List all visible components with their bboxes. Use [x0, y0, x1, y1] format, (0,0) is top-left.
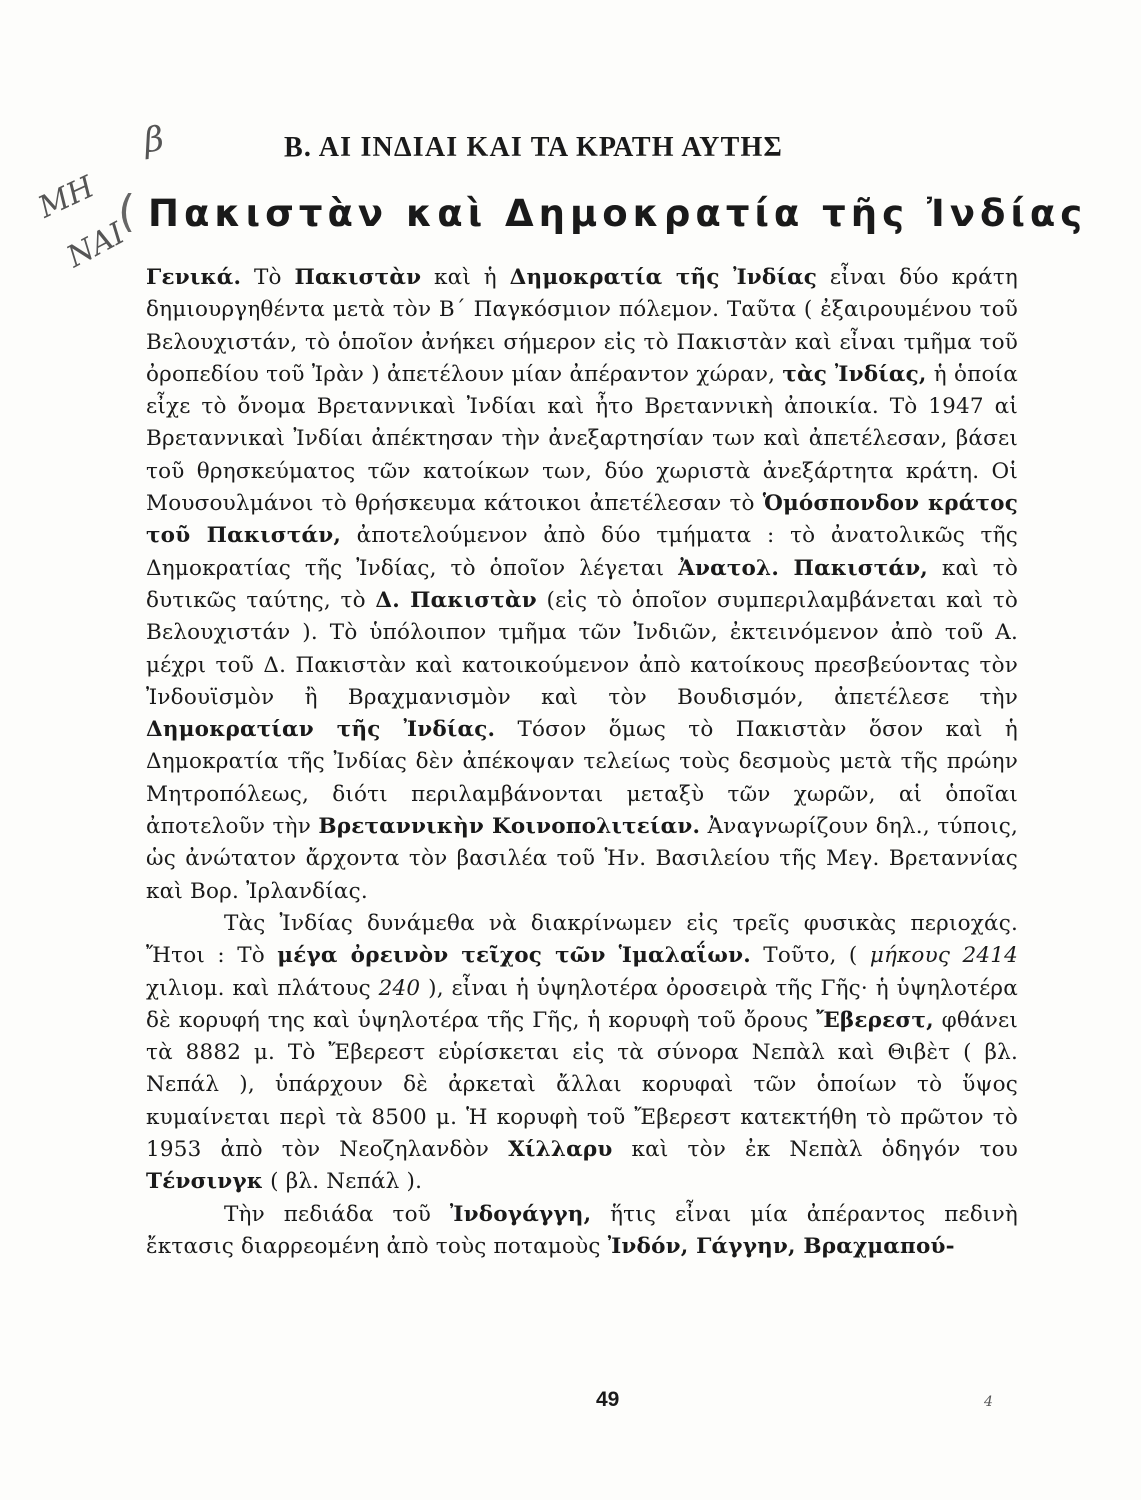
bold-term: Ἰνδογάγγη, [449, 1201, 592, 1227]
bold-term: Γενικά. [146, 265, 242, 290]
handwritten-margin-note-beta: β [141, 118, 167, 162]
handwritten-margin-note: ΝΑΙ [61, 216, 131, 275]
text-run: καὶ τὸν ἐκ Νεπὰλ ὁδηγόν του [612, 1137, 1018, 1163]
bold-term: Ἰνδόν, Γάγγην, Βραχμαπού- [607, 1233, 955, 1259]
text-run: ), εἶναι ἡ ὑψηλοτέρα ὀροσειρὰ τῆς Γῆς· ἡ ὑψηλοτέρα δὲ κορυφή της καὶ ὑψηλοτέρα τῆς Γῆς, ἡ κορυφὴ τοῦ ὄρους [146, 975, 1018, 1033]
page-number: 49 [596, 1388, 620, 1411]
text-run: Τὴν πεδιάδα τοῦ [224, 1201, 450, 1227]
paragraph-regions [146, 908, 1018, 1199]
bold-term: Δημοκρατίαν τῆς Ἰνδίας. [146, 717, 496, 743]
bold-term: Πακιστὰν [294, 265, 422, 290]
bold-term: Τένσινγκ [146, 1169, 264, 1195]
text-run: ἡ ὁποία εἶχε τὸ ὄνομα Βρεταννικαὶ Ἰνδίαι καὶ ἦτο Βρεταννικὴ ἀποικία. Τὸ 1947 αἱ Βρεταννικαὶ Ἰνδίαι ἀπέκτησαν τὴν ἀνεξαρτησίαν των καὶ ἀπετέλεσαν, βάσει τοῦ θρησκεύματος τῶν κατοίκων των, δύο χωριστὰ ἀνεξάρτητα κράτη. Οἱ Μουσουλμάνοι τὸ θρήσκευμα κάτοικοι ἀπετέλεσαν τὸ [146, 361, 1018, 517]
text-run: (εἰς τὸ ὁποῖον συμπεριλαμβάνεται καὶ τὸ Βελουχιστάν ). Τὸ ὑπόλοιπον τμῆμα τῶν Ἰνδιῶν, ἐκτεινόμενον ἀπὸ τοῦ Α. μέχρι τοῦ Δ. Πακιστὰν καὶ κατοικούμενον ἀπὸ κατοίκους πρεσβεύοντας τὸν Ἰνδουϊσμὸν ἢ Βραχμανισμὸν καὶ τὸν Βουδισμόν, ἀπετέλεσε τὴν [146, 587, 1019, 710]
section-heading: Β. ΑΙ ΙΝΔΙΑΙ ΚΑΙ ΤΑ ΚΡΑΤΗ ΑΥΤΗΣ [284, 132, 783, 163]
bold-term: Δ. Πακιστὰν [375, 587, 537, 613]
text-run: Τὸ [241, 265, 295, 290]
bold-term: Ἔβερεστ, [816, 1007, 934, 1033]
bold-term: μέγα ὀρεινὸν τεῖχος τῶν Ἱμαλαΐων. [277, 943, 751, 969]
page-title: Πακιστὰν καὶ Δημοκρατία τῆς Ἰνδίας [148, 192, 1088, 235]
body-text [146, 262, 1018, 1263]
text-run: εἶναι δύο κράτη δημιουργηθέντα μετὰ τὸν Β΄ Παγκόσμιον πόλεμον. Ταῦτα ( ἐξαιρουμένου τοῦ Βελουχιστάν, τὸ ὁποῖον ἀνήκει σήμερον εἰς τὸ Πακιστὰν καὶ εἶναι τμῆμα τοῦ ὀροπεδίου τοῦ Ἰρὰν ) ἀπετέλουν μίαν ἀπέραντον χώραν, [146, 265, 1018, 387]
corner-mark: 4 [984, 1394, 993, 1410]
bold-term: τὰς Ἰνδίας, [782, 361, 927, 387]
bold-term: Χίλλαρυ [508, 1137, 613, 1163]
italic-figure: μήκους 2414 [869, 943, 1018, 969]
title-bracket-mark: ( [118, 186, 136, 237]
text-run: φθάνει τὰ 8882 μ. Τὸ Ἔβερεστ εὑρίσκεται εἰς τὰ σύνορα Νεπὰλ καὶ Θιβὲτ ( βλ. Νεπάλ ), ὑπάρχουν δὲ ἀρκεταὶ ἄλλαι κορυφαὶ τῶν ὁποίων τὸ ὕψος κυμαίνεται περὶ τὰ 8500 μ. Ἡ κορυφὴ τοῦ Ἔβερεστ κατεκτήθη τὸ πρῶτον τὸ 1953 ἀπὸ τὸν Νεοζηλανδὸν [146, 1007, 1018, 1163]
paragraph-indogangetic-plain [146, 1199, 1018, 1264]
text-run: Τόσον ὅμως τὸ Πακιστὰν ὅσον καὶ ἡ Δημοκρατία τῆς Ἰνδίας δὲν ἀπέκοψαν τελείως τοὺς δεσμοὺς μετὰ τῆς πρώην Μητροπόλεως, διότι περιλαμβάνονται μεταξὺ τῶν χωρῶν, αἱ ὁποῖαι ἀποτελοῦν τὴν [146, 717, 1018, 840]
text-run: ἀποτελούμενον ἀπὸ δύο τμήματα : τὸ ἀνατολικῶς τῆς Δημοκρατίας τῆς Ἰνδίας, τὸ ὁποῖον λέγεται [146, 523, 1018, 581]
italic-figure: 240 [378, 975, 421, 1001]
bold-term: Ὁμόσπονδον κράτος τοῦ Πακιστάν, [146, 491, 1019, 549]
bold-term: Βρεταννικὴν Κοινοπολιτείαν. [318, 814, 701, 840]
paragraph-general [146, 262, 1018, 908]
text-run: καὶ τὸ δυτικῶς ταύτης, τὸ [146, 555, 1019, 613]
bold-term: Ἀνατολ. Πακιστάν, [678, 555, 928, 581]
text-run: Ἀναγνωρίζουν δηλ., τύποις, ὡς ἀνώτατον ἄρχοντα τὸν βασιλέα τοῦ Ἡν. Βασιλείου τῆς Μεγ. Βρεταννίας καὶ Βορ. Ἰρλανδίας. [146, 814, 1018, 904]
text-run: καὶ ἡ [421, 265, 510, 290]
text-run: χιλιομ. καὶ πλάτους [146, 975, 379, 1001]
text-run: ( βλ. Νεπάλ ). [263, 1169, 423, 1195]
handwritten-margin-note: ΜΗ [33, 169, 100, 226]
text-run: Τοῦτο, ( [750, 943, 870, 969]
bold-term: Δημοκρατία τῆς Ἰνδίας [509, 265, 818, 290]
text-run: Τὰς Ἰνδίας δυνάμεθα νὰ διακρίνωμεν εἰς τρεῖς φυσικὰς περιοχάς. Ἤτοι : Τὸ [146, 910, 1018, 969]
text-run: ἥτις εἶναι μία ἀπέραντος πεδινὴ ἔκτασις διαρρεομένη ἀπὸ τοὺς ποταμοὺς [146, 1201, 1018, 1259]
